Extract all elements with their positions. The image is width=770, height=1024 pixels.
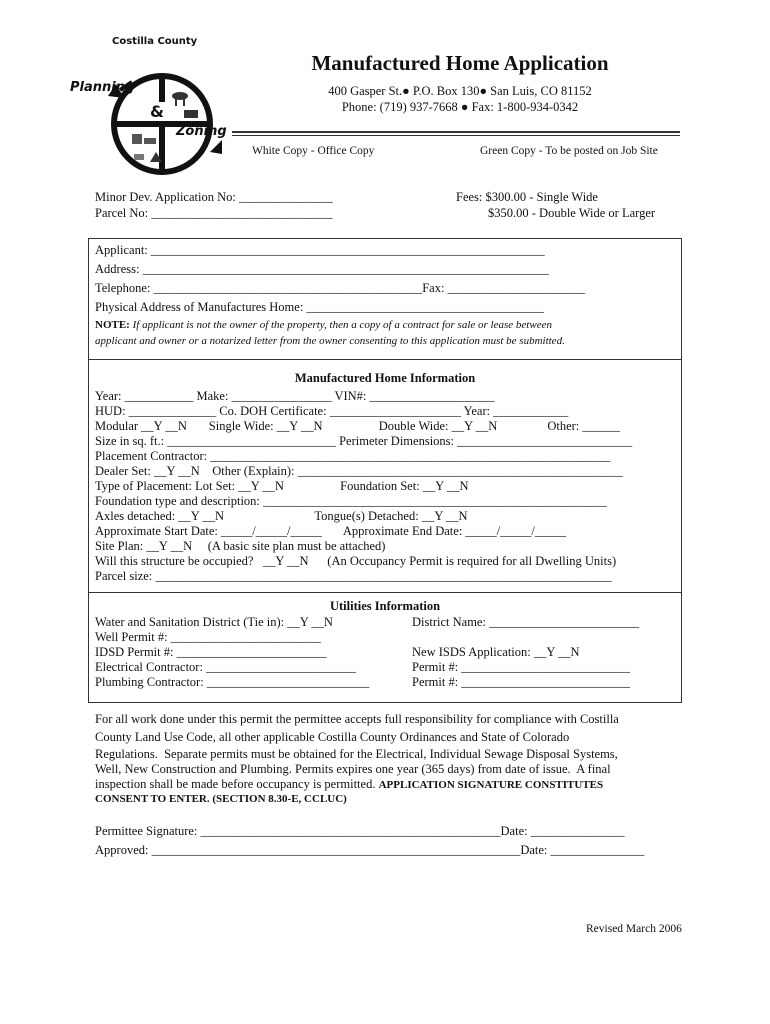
home-info-line[interactable]: Year: ___________ Make: ________________ VIN#: ____________________ bbox=[95, 389, 495, 403]
minor-dev-field[interactable]: Minor Dev. Application No: _______________ bbox=[95, 190, 333, 204]
home-info-line[interactable]: Type of Placement: Lot Set: __Y __N Foundation Set: __Y __N bbox=[95, 479, 469, 493]
office-address: 400 Gasper St.● P.O. Box 130● San Luis, CO 81152 bbox=[328, 84, 592, 98]
plumbing-permit-field[interactable]: Permit #: ___________________________ bbox=[412, 675, 631, 689]
logo-amp-label: & bbox=[150, 102, 164, 121]
well-permit-field[interactable]: Well Permit #: ________________________ bbox=[95, 630, 321, 644]
permittee-signature-field[interactable]: Permittee Signature: ________________________________________________Date: _______________ bbox=[95, 824, 625, 838]
plumbing-contractor-field[interactable]: Plumbing Contractor: __________________________ bbox=[95, 675, 370, 689]
county-logo bbox=[64, 36, 244, 166]
note-line-2: applicant and owner or a notarized letter from the owner consenting to this application must be submitted. bbox=[95, 335, 565, 347]
note-label: NOTE: bbox=[95, 319, 130, 331]
home-info-line[interactable]: Will this structure be occupied? __Y __N (An Occupancy Permit is required for all Dwelling Units) bbox=[95, 554, 617, 568]
isds-application-field[interactable]: New ISDS Application: __Y __N bbox=[412, 645, 580, 659]
electrical-contractor-field[interactable]: Electrical Contractor: ________________________ bbox=[95, 660, 357, 674]
home-info-line[interactable]: Site Plan: __Y __N (A basic site plan must be attached) bbox=[95, 539, 386, 553]
note-text bbox=[95, 319, 552, 332]
white-copy-label: White Copy - Office Copy bbox=[252, 145, 375, 157]
home-info-line[interactable]: Size in sq. ft.: ___________________________ Perimeter Dimensions: ____________________________ bbox=[95, 434, 633, 448]
logo-county-label: Costilla County bbox=[112, 36, 198, 47]
applicant-divider bbox=[88, 359, 682, 360]
green-copy-label: Green Copy - To be posted on Job Site bbox=[480, 145, 658, 157]
disclaimer-line: Well, New Construction and Plumbing. Permits expires one year (365 days) from date of issue. A final bbox=[95, 762, 611, 776]
disclaimer-line: For all work done under this permit the permittee accepts full responsibility for compliance with Costilla bbox=[95, 712, 619, 726]
logo-planning-label: Planning bbox=[70, 80, 135, 95]
idsd-permit-field[interactable]: IDSD Permit #: ________________________ bbox=[95, 645, 327, 659]
note-line-1: If applicant is not the owner of the property, then a copy of a contract for sale or lease between bbox=[129, 319, 552, 331]
revised-date: Revised March 2006 bbox=[586, 923, 682, 935]
page-title: Manufactured Home Application bbox=[311, 51, 609, 75]
disclaimer-line-5 bbox=[95, 777, 603, 793]
home-info-line[interactable]: Dealer Set: __Y __N Other (Explain): ____________________________________________________ bbox=[95, 464, 623, 478]
consent-notice: APPLICATION SIGNATURE CONSTITUTES bbox=[378, 779, 604, 791]
fees-double-wide: $350.00 - Double Wide or Larger bbox=[488, 206, 656, 220]
header-rule-2 bbox=[232, 135, 680, 136]
utilities-divider bbox=[88, 592, 682, 593]
disclaimer-line: Regulations. Separate permits must be obtained for the Electrical, Individual Sewage Disposal Systems, bbox=[95, 747, 618, 761]
utilities-heading: Utilities Information bbox=[329, 599, 441, 613]
header-rule bbox=[232, 131, 680, 133]
home-info-line[interactable]: Parcel size: _________________________________________________________________________ bbox=[95, 569, 612, 583]
district-name-field[interactable]: District Name: ________________________ bbox=[412, 615, 640, 629]
home-info-line[interactable]: Axles detached: __Y __N Tongue(s) Detached: __Y __N bbox=[95, 509, 468, 523]
telephone-fax-field[interactable]: Telephone: ___________________________________________Fax: ______________________ bbox=[95, 281, 586, 295]
applicant-field[interactable]: Applicant: _______________________________________________________________ bbox=[95, 243, 545, 257]
physical-address-field[interactable]: Physical Address of Manufactures Home: ______________________________________ bbox=[95, 300, 544, 314]
electrical-permit-field[interactable]: Permit #: ___________________________ bbox=[412, 660, 631, 674]
home-info-line[interactable]: HUD: ______________ Co. DOH Certificate: _____________________ Year: ____________ bbox=[95, 404, 569, 418]
water-sanitation-field[interactable]: Water and Sanitation District (Tie in): __Y __N bbox=[95, 615, 333, 629]
office-phone: Phone: (719) 937-7668 ● Fax: 1-800-934-0342 bbox=[341, 100, 579, 114]
disclaimer-line: County Land Use Code, all other applicable Costilla County Ordinances and State of Colorado bbox=[95, 730, 570, 744]
address-field[interactable]: Address: _________________________________________________________________ bbox=[95, 262, 549, 276]
home-info-line[interactable]: Placement Contractor: ________________________________________________________________ bbox=[95, 449, 611, 463]
fees-single-wide: Fees: $300.00 - Single Wide bbox=[456, 190, 598, 204]
home-info-heading: Manufactured Home Information bbox=[294, 371, 476, 385]
consent-notice-section: CONSENT TO ENTER. (SECTION 8.30-E, CCLUC) bbox=[95, 793, 347, 805]
logo-zoning-label: Zoning bbox=[176, 124, 227, 139]
home-info-line[interactable]: Modular __Y __N Single Wide: __Y __N Double Wide: __Y __N Other: ______ bbox=[95, 419, 620, 433]
parcel-field[interactable]: Parcel No: _____________________________ bbox=[95, 206, 333, 220]
home-info-line[interactable]: Approximate Start Date: _____/_____/_____ Approximate End Date: _____/_____/_____ bbox=[95, 524, 567, 538]
home-info-line[interactable]: Foundation type and description: _______________________________________________________ bbox=[95, 494, 607, 508]
approved-signature-field[interactable]: Approved: ___________________________________________________________Date: _______________ bbox=[95, 843, 645, 857]
disclaimer-text: inspection shall be made before occupancy is permitted. bbox=[95, 777, 379, 791]
